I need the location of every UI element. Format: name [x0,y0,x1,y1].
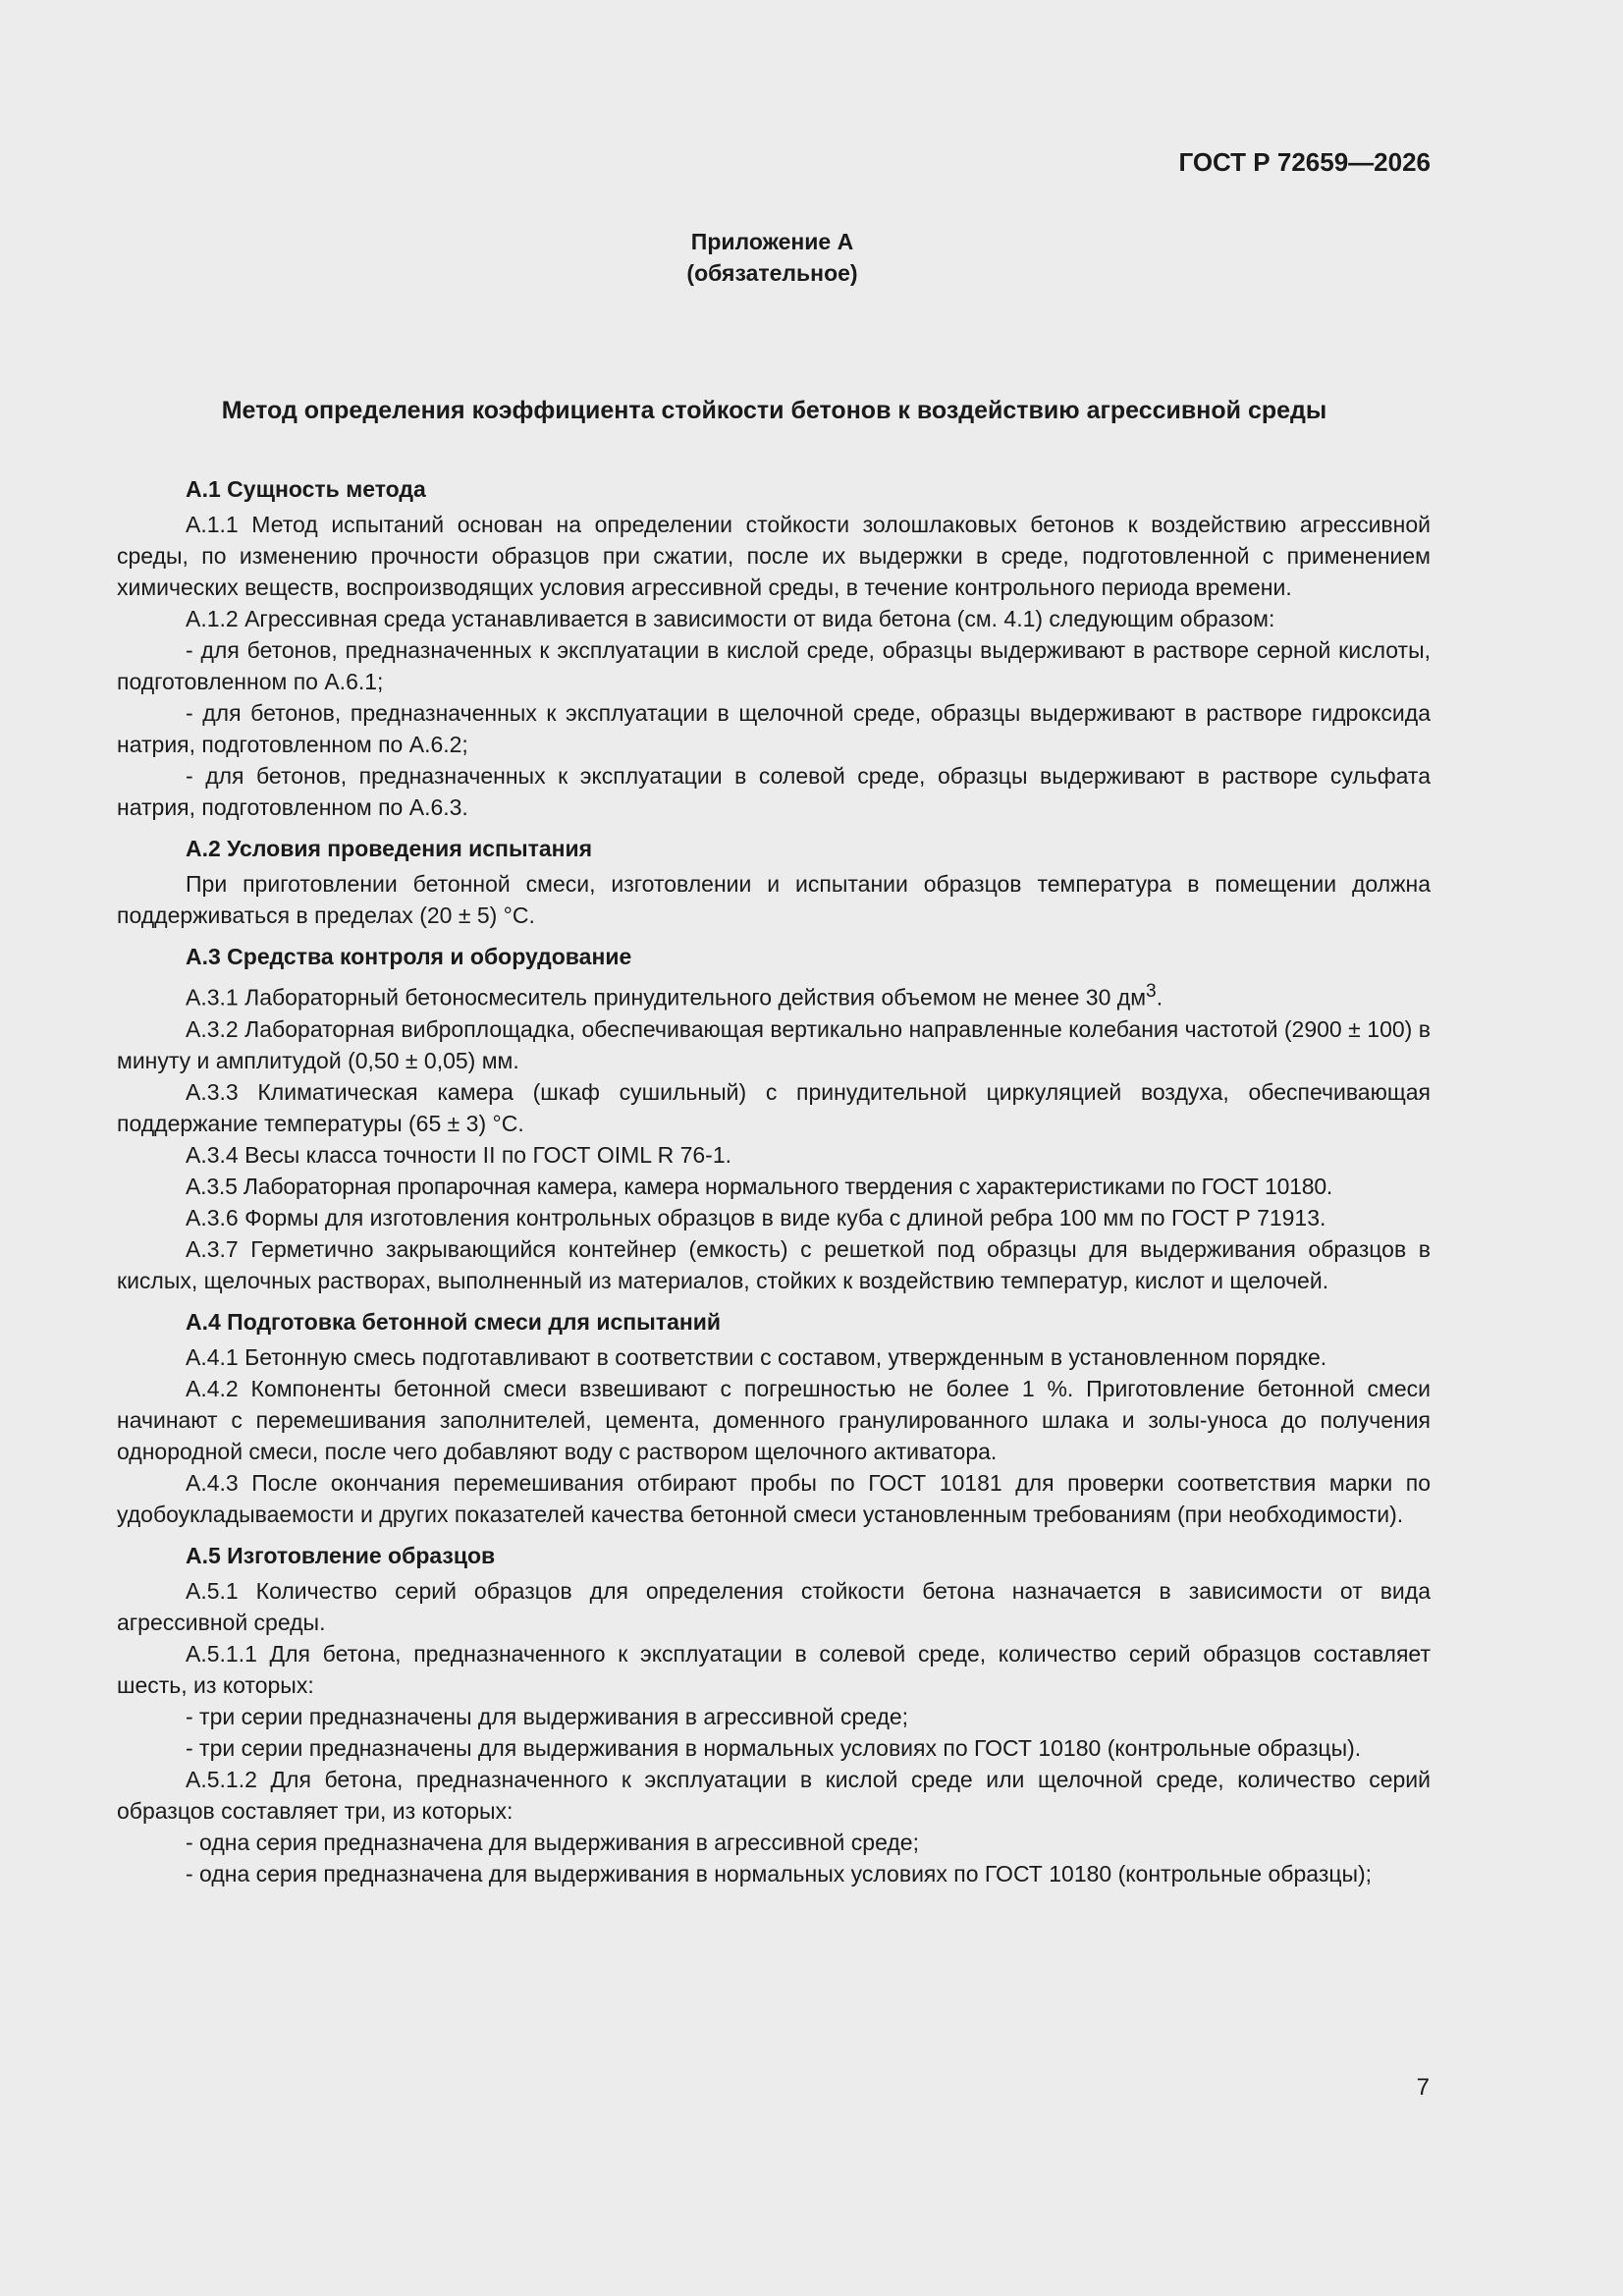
paragraph-a3-4: А.3.4 Весы класса точности II по ГОСТ OIML R 76-1. [186,1141,732,1168]
paragraph-a4-1: А.4.1 Бетонную смесь подготавливают в соответствии с составом, утвержденным в установленном порядке. [186,1343,1327,1370]
list-item-a1-acid: - для бетонов, предназначенных к эксплуатации в кислой среде, образцы выдерживают в растворе серной кислоты, подготовленном по А.6.1; [117,637,1431,694]
page-number: 7 [1416,2074,1430,2101]
paragraph-a3-2: А.3.2 Лабораторная виброплощадка, обеспечивающая вертикально направленные колебания частотой (2900 ± 100) в минуту и амплитудой (0,50 ± 0,05) мм. [117,1015,1431,1073]
superscript-3: 3 [1146,981,1157,1002]
paragraph-a4-2: А.4.2 Компоненты бетонной смеси взвешивают с погрешностью не более 1 %. Приготовление бетонной смеси начинают с перемешивания заполнителей, цемента, доменного гранулированного шлака и золы-уноса до получения однородной смеси, после чего добавляют воду с раствором щелочного активатора. [117,1375,1431,1464]
section-heading-a4: А.4 Подготовка бетонной смеси для испытаний [186,1308,722,1335]
annex-status: (обязательное) [686,260,858,286]
paragraph-a3-7: А.3.7 Герметично закрывающийся контейнер (емкость) с решеткой под образцы для выдерживания образцов в кислых, щелочных растворах, выполненный из материалов, стойких к воздействию температур, кислот и щелочей. [117,1235,1431,1293]
paragraph-a3-5: А.3.5 Лабораторная пропарочная камера, камера нормального твердения с характеристиками по ГОСТ 10180. [186,1173,1333,1199]
section-heading-a3: А.3 Средства контроля и оборудование [186,944,632,969]
list-item-a5-aggressive-3: - три серии предназначены для выдерживания в агрессивной среде; [186,1703,909,1729]
paragraph-a1-1: А.1.1 Метод испытаний основан на определении стойкости золошлаковых бетонов к воздействию агрессивной среды, по изменению прочности образцов при сжатии, после их выдержки в среде, подготовленной с применением химических веществ, воспроизводящих условия агрессивной среды, в течение контрольного периода времени. [117,512,1431,600]
document-body [117,473,1431,1889]
annex-heading [0,226,1544,289]
list-item-a5-aggressive-1: - одна серия предназначена для выдерживания в агрессивной среде; [186,1829,919,1855]
paragraph-a4-3: А.4.3 После окончания перемешивания отбирают пробы по ГОСТ 10181 для проверки соответствия марки по удобоукладываемости и других показателей качества бетонной смеси установленным требованиям (при необходимости). [117,1469,1431,1527]
list-item-a5-control-3: - три серии предназначены для выдерживания в нормальных условиях по ГОСТ 10180 (контрольные образцы). [186,1734,1362,1761]
paragraph-a3-1-text: А.3.1 Лабораторный бетоносмеситель принудительного действия объемом не менее 30 дм [186,984,1147,1011]
list-item-a1-salt: - для бетонов, предназначенных к эксплуатации в солевой среде, образцы выдерживают в растворе сульфата натрия, подготовленном по А.6.3. [117,763,1431,820]
annex-title: Приложение А [690,229,854,254]
list-item-a1-alkali: - для бетонов, предназначенных к эксплуатации в щелочной среде, образцы выдерживают в растворе гидроксида натрия, подготовленном по А.6.2; [117,700,1431,757]
paragraph-a5-1-1: А.5.1.1 Для бетона, предназначенного к эксплуатации в солевой среде, количество серий образцов составляет шесть, из которых: [117,1640,1431,1698]
list-item-a5-control-1: - одна серия предназначена для выдерживания в нормальных условиях по ГОСТ 10180 (контрольные образцы); [186,1860,1373,1886]
paragraph-a5-1: А.5.1 Количество серий образцов для определения стойкости бетона назначается в зависимости от вида агрессивной среды. [117,1577,1431,1635]
paragraph-a5-1-2: А.5.1.2 Для бетона, предназначенного к эксплуатации в кислой среде или щелочной среде, количество серий образцов составляет три, из которых: [117,1766,1431,1824]
paragraph-a1-2: А.1.2 Агрессивная среда устанавливается в зависимости от вида бетона (см. 4.1) следующим образом: [186,606,1275,631]
page-title: Метод определения коэффициента стойкости бетонов к воздействию агрессивной среды [221,397,1327,424]
paragraph-a2: При приготовлении бетонной смеси, изготовлении и испытании образцов температура в помещении должна поддерживаться в пределах (20 ± 5) °С. [117,871,1431,928]
section-heading-a5: А.5 Изготовление образцов [186,1542,496,1568]
document-number: ГОСТ Р 72659—2026 [1178,147,1431,177]
section-heading-a2: А.2 Условия проведения испытания [186,836,593,861]
paragraph-a3-1 [117,976,1431,1013]
section-heading-a1: А.1 Сущность метода [186,476,426,502]
paragraph-a3-6: А.3.6 Формы для изготовления контрольных образцов в виде куба с длиной ребра 100 мм по ГОСТ Р 71913. [186,1204,1326,1230]
paragraph-a3-1-end: . [1156,984,1163,1011]
paragraph-a3-3: А.3.3 Климатическая камера (шкаф сушильный) с принудительной циркуляцией воздуха, обеспечивающая поддержание температуры (65 ± 3) °С. [117,1078,1431,1136]
